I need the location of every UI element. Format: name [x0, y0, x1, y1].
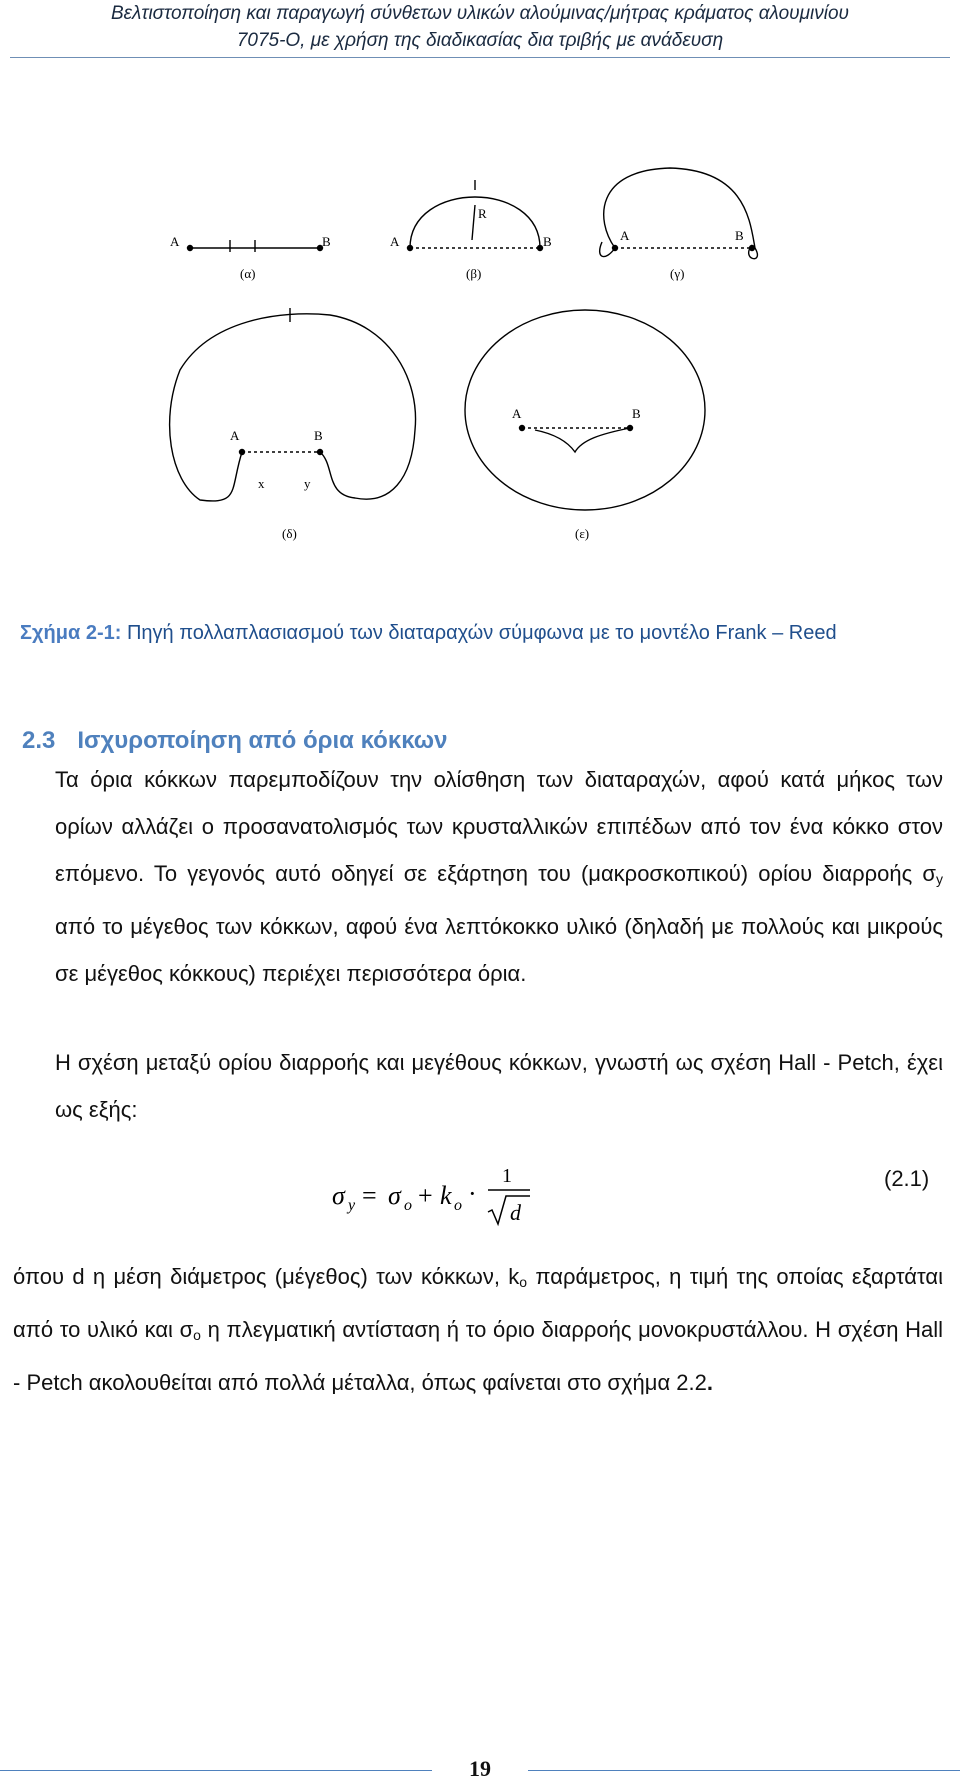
- panel-a-caption: (α): [240, 266, 256, 281]
- running-header: [0, 0, 960, 54]
- section-heading: [22, 727, 447, 755]
- paragraph-3-part2: παράμετρος, η τιμή της οποίας εξαρτάται από το υλικό και σ: [13, 1264, 943, 1342]
- panel-e-caption: (ε): [575, 526, 590, 541]
- header-line-1: Βελτιστοποίηση και παραγωγή σύνθετων υλικών αλούμινας/μήτρας κράματος αλουμινίου: [110, 3, 849, 24]
- panel-e: [465, 310, 705, 541]
- paragraph-3-part3: η πλεγματική αντίσταση ή το όριο διαρροής μονοκρυστάλλου. Η σχέση Hall - Petch ακολουθείται από πολλά μέταλλα, όπως φαίνεται στο σχήμα 2.2: [13, 1317, 944, 1395]
- eq-sigma: σ: [332, 1181, 345, 1210]
- panel-c-caption: (γ): [670, 266, 685, 281]
- header-rule: [10, 57, 950, 58]
- panel-a-label-B: B: [322, 234, 331, 249]
- panel-b-label-B: B: [543, 234, 552, 249]
- paragraph-1-part2: από το μέγεθος των κόκκων, αφού ένα λεπτόκοκκο υλικό (δηλαδή με πολλούς και μικρούς σε μέγεθος κόκκους) περιέχει περισσότερα όρια.: [55, 914, 943, 986]
- header-line-2: 7075-O, με χρήση της διαδικασίας δια τριβής με ανάδευση: [236, 30, 724, 51]
- panel-d-label-x: x: [258, 476, 265, 491]
- paragraph-2: Η σχέση μεταξύ ορίου διαρροής και μεγέθους κόκκων, γνωστή ως σχέση Hall - Petch, έχει ως εξής:: [55, 1050, 943, 1122]
- equation-number: (2.1): [884, 1166, 930, 1191]
- panel-a: [170, 234, 331, 281]
- hall-petch-equation: [330, 1160, 550, 1230]
- panel-e-label-B: B: [632, 406, 641, 421]
- eq-sigma-o: σ: [388, 1181, 401, 1210]
- eq-k: k: [440, 1181, 452, 1210]
- section-title: Ισχυροποίηση από όρια κόκκων: [77, 727, 448, 754]
- panel-d-label-y: y: [304, 476, 311, 491]
- panel-d-label-B: B: [314, 428, 323, 443]
- eq-dot: ·: [468, 1179, 477, 1208]
- eq-sub-k-o: o: [454, 1197, 462, 1214]
- paragraph-3-dot: .: [706, 1370, 713, 1395]
- figure-caption-label: Σχήμα 2-1:: [20, 622, 122, 644]
- eq-numerator: 1: [502, 1165, 512, 1187]
- eq-sub-o: o: [404, 1197, 412, 1214]
- paragraph-3-sub2: o: [193, 1327, 201, 1343]
- page-number: 19: [469, 1756, 491, 1781]
- paragraph-1-subscript: y: [936, 871, 943, 887]
- paragraph-1: [55, 756, 943, 997]
- panel-e-label-A: A: [512, 406, 522, 421]
- eq-sub-y: y: [348, 1197, 356, 1214]
- panel-d-caption: (δ): [282, 526, 297, 541]
- panel-d-label-A: A: [230, 428, 240, 443]
- panel-c-label-B: B: [735, 228, 744, 243]
- panel-b-caption: (β): [466, 266, 482, 281]
- figure-caption-text: Πηγή πολλαπλασιασμού των διαταραχών σύμφωνα με το μοντέλο Frank – Reed: [121, 622, 837, 644]
- paragraph-3-sub1: o: [519, 1274, 528, 1290]
- panel-c-label-A: A: [620, 228, 630, 243]
- panel-d: [170, 308, 416, 541]
- footer-rule-right: [528, 1770, 960, 1771]
- figure-caption: [20, 622, 837, 645]
- eq-equals: =: [362, 1181, 377, 1210]
- paragraph-1-part1: Τα όρια κόκκων παρεμποδίζουν την ολίσθηση των διαταραχών, αφού κατά μήκος των ορίων αλλάζει ο προσανατολισμός των κρυσταλλικών επιπέδων από τον ένα κόκκο στον επόμενο. Το γεγονός αυτό οδηγεί σε εξάρτηση του (μακροσκοπικού) ορίου διαρροής σ: [55, 767, 943, 886]
- panel-b: [390, 180, 552, 281]
- panel-b-label-R: R: [478, 206, 487, 221]
- footer-rule-left: [0, 1770, 432, 1771]
- panel-a-label-A: A: [170, 234, 180, 249]
- eq-plus: +: [418, 1181, 433, 1210]
- paragraph-3: [13, 1253, 943, 1406]
- eq-d: d: [510, 1200, 521, 1225]
- section-number: 2.3: [22, 727, 56, 754]
- panel-c: [600, 168, 758, 281]
- frank-read-figure: [150, 160, 790, 550]
- panel-b-label-A: A: [390, 234, 400, 249]
- paragraph-3-part1: όπου d η μέση διάμετρος (μέγεθος) των κόκκων, k: [13, 1264, 520, 1289]
